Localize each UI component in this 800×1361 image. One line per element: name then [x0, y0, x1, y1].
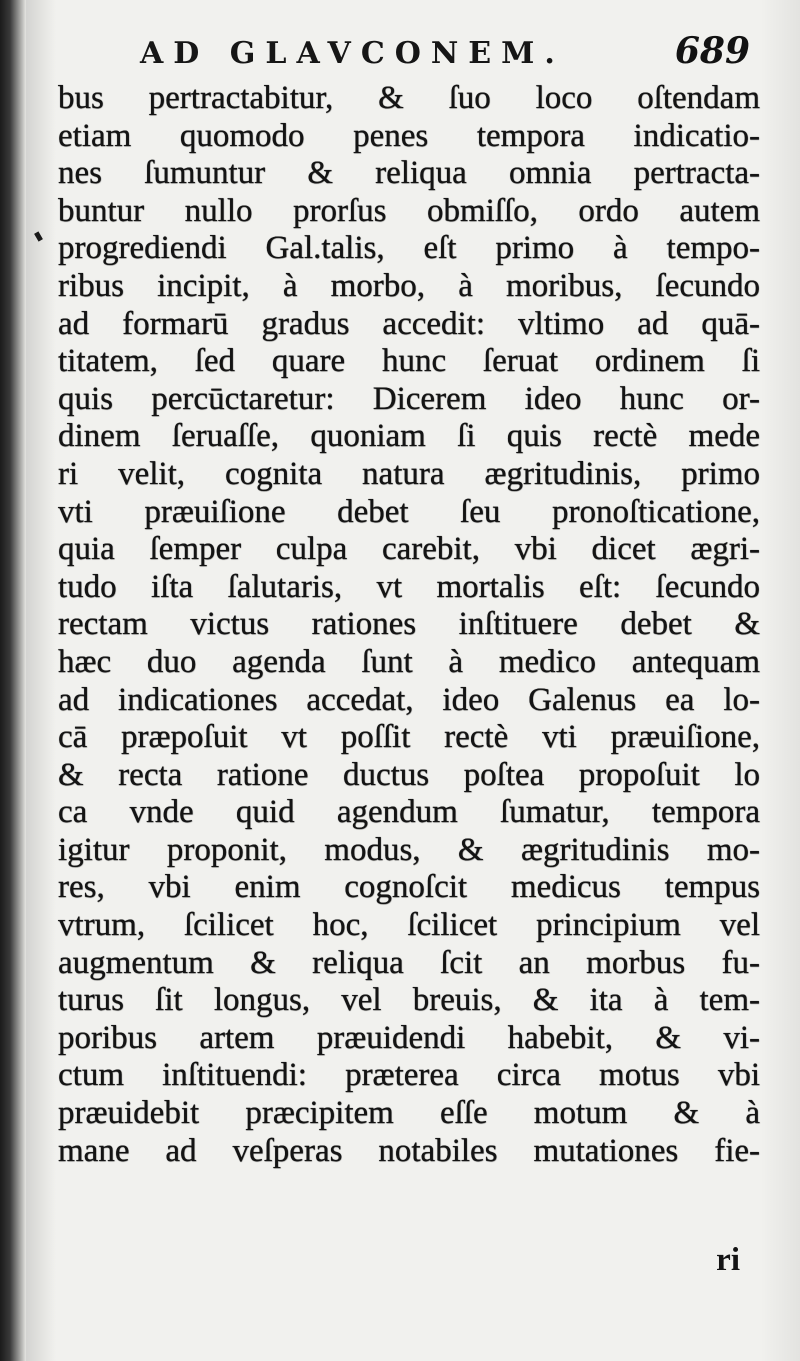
text-line: igitur proponit, modus, & ægritudinis mo- — [58, 831, 760, 868]
text-line: præuidebit præcipitem eſſe motum & à — [58, 1095, 760, 1132]
body-text — [58, 80, 760, 1170]
fold-shadow — [26, 0, 56, 1361]
page-edge — [760, 0, 800, 1361]
text-line: rectam victus rationes inſtituere debet & — [58, 606, 760, 643]
text-line: augmentum & reliqua ſcit an morbus fu- — [58, 944, 760, 981]
text-line: ctum inſtituendi: præterea circa motus vbi — [58, 1057, 760, 1094]
text-line: res, vbi enim cognoſcit medicus tempus — [58, 869, 760, 906]
binding-gutter — [0, 0, 26, 1361]
text-line: ad formarū gradus accedit: vltimo ad quā- — [58, 305, 760, 342]
text-line: & recta ratione ductus poſtea propoſuit lo — [58, 756, 760, 793]
text-line: quia ſemper culpa carebit, vbi dicet ægri- — [58, 531, 760, 568]
text-line: etiam quomodo penes tempora indicatio- — [58, 117, 760, 154]
text-line: dinem ſeruaſſe, quoniam ſi quis rectè mede — [58, 418, 760, 455]
text-line: tudo iſta ſalutaris, vt mortalis eſt: ſecundo — [58, 568, 760, 605]
text-line: mane ad veſperas notabiles mutationes fie- — [58, 1132, 760, 1169]
text-line: quis percūctaretur: Dicerem ideo hunc or- — [58, 380, 760, 417]
page-number: 689 — [674, 30, 750, 72]
text-line: titatem, ſed quare hunc ſeruat ordinem ſi — [58, 343, 760, 380]
text-line: vti præuiſione debet ſeu pronoſticatione, — [58, 493, 760, 530]
text-line: cā præpoſuit vt poſſit rectè vti præuiſione, — [58, 719, 760, 756]
catchword: ri — [716, 1242, 740, 1278]
text-line: turus ſit longus, vel breuis, & ita à tem- — [58, 982, 760, 1019]
text-line: ad indicationes accedat, ideo Galenus ea lo- — [58, 681, 760, 718]
text-line: progrediendi Gal.talis, eſt primo à tempo- — [58, 230, 760, 267]
text-line: nes ſumuntur & reliqua omnia pertracta- — [58, 155, 760, 192]
text-line: hæc duo agenda ſunt à medico antequam — [58, 643, 760, 680]
text-line: ribus incipit, à morbo, à moribus, ſecundo — [58, 267, 760, 304]
text-line: buntur nullo prorſus obmiſſo, ordo autem — [58, 192, 760, 229]
text-line: ri velit, cognita natura ægritudinis, primo — [58, 455, 760, 492]
page-header — [140, 28, 750, 78]
running-head: AD GLAVCONEM. — [140, 36, 565, 71]
text-line: bus pertractabitur, & ſuo loco oſtendam — [58, 80, 760, 116]
text-line: ca vnde quid agendum ſumatur, tempora — [58, 794, 760, 831]
text-line: poribus artem præuidendi habebit, & vi- — [58, 1019, 760, 1056]
text-line: vtrum, ſcilicet hoc, ſcilicet principium vel — [58, 907, 760, 944]
